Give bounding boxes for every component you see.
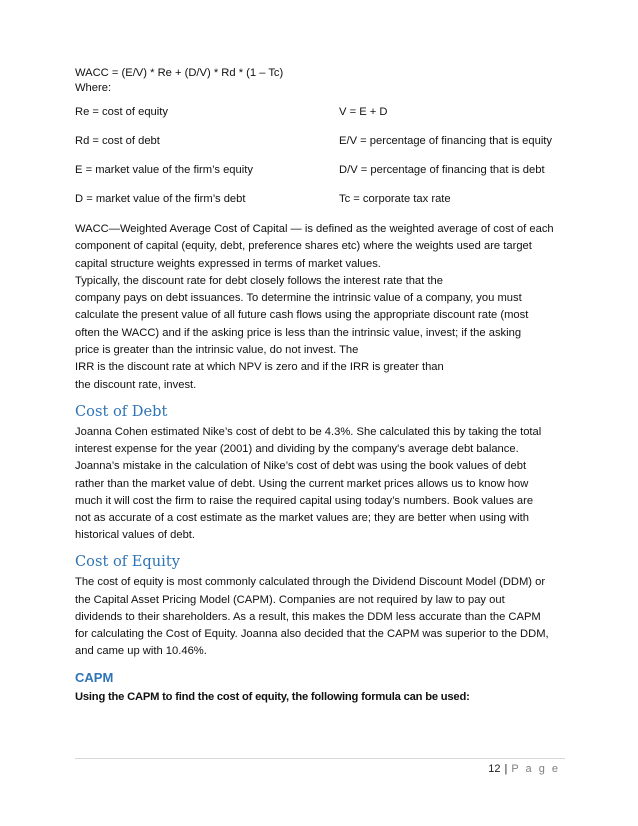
text-line: often the WACC) and if the asking price is less than the intrinsic value, invest; if the asking — [75, 326, 522, 339]
formula-block — [75, 66, 565, 96]
cost-of-debt-heading: Cost of Debt — [75, 402, 168, 420]
text-line: and came up with 10.46%. — [75, 645, 207, 658]
text-line: The cost of equity is most commonly calculated through the Dividend Discount Model (DDM) or — [75, 576, 546, 589]
text-line: company pays on debt issuances. To determine the intrinsic value of a company, you must — [75, 292, 522, 305]
text-line: Joanna Cohen estimated Nike’s cost of debt to be 4.3%. She calculated this by taking the total — [75, 425, 542, 438]
definition-row — [75, 163, 565, 192]
footer-separator: | — [504, 763, 508, 775]
definitions-table — [75, 105, 565, 221]
definition-left: Rd = cost of debt — [75, 135, 160, 147]
wacc-paragraph — [75, 221, 565, 394]
page-number: 12 — [488, 763, 501, 775]
text-line: dividends to their shareholders. As a result, this makes the DDM less accurate than the CAPM — [75, 610, 541, 623]
text-line: price is greater than the intrinsic value, do not invest. The — [75, 344, 359, 357]
capm-heading: CAPM — [75, 670, 114, 686]
text-line: the Capital Asset Pricing Model (CAPM). Companies are not required by law to pay out — [75, 593, 505, 606]
where-label: Where: — [75, 82, 112, 94]
text-line: component of capital (equity, debt, preference shares etc) where the weights used are target — [75, 240, 532, 253]
page-label: P a g e — [511, 763, 560, 775]
text-line: historical values of debt. — [75, 529, 196, 542]
text-line: interest expense for the year (2001) and dividing by the company's average debt balance. — [75, 443, 519, 456]
text-line: WACC—Weighted Average Cost of Capital — is defined as the weighted average of cost of each — [75, 223, 554, 235]
definition-right: D/V = percentage of financing that is debt — [339, 164, 545, 176]
definition-left: D = market value of the firm’s debt — [75, 193, 246, 205]
definition-left: E = market value of the firm’s equity — [75, 164, 253, 176]
text-line: IRR is the discount rate at which NPV is zero and if the IRR is greater than — [75, 361, 444, 374]
text-line: not as accurate of a cost estimate as the market values are; they are better when using with — [75, 511, 529, 524]
definition-right: E/V = percentage of financing that is equity — [339, 135, 553, 147]
document-page — [75, 66, 565, 705]
cost-of-debt-body — [75, 424, 565, 544]
definition-row — [75, 134, 565, 163]
cost-of-equity-heading: Cost of Equity — [75, 553, 180, 571]
definition-row — [75, 192, 565, 221]
capm-intro: Using the CAPM to find the cost of equity, the following formula can be used: — [75, 691, 470, 704]
definition-left: Re = cost of equity — [75, 106, 168, 118]
text-line: capital structure weights expressed in terms of market values. — [75, 257, 381, 270]
text-line: much it will cost the firm to raise the required capital using today’s numbers. Book values are — [75, 494, 534, 507]
footer-divider — [75, 758, 565, 759]
text-line: rather than the market value of debt. Using the current market prices allows us to know how — [75, 477, 529, 490]
text-line: for calculating the Cost of Equity. Joanna also decided that the CAPM was superior to the DDM, — [75, 628, 549, 640]
definition-row — [75, 105, 565, 134]
text-line: calculate the present value of all future cash flows using the appropriate discount rate (most — [75, 309, 529, 322]
wacc-formula: WACC = (E/V) * Re + (D/V) * Rd * (1 – Tc) — [75, 67, 284, 79]
definition-right: V = E + D — [339, 106, 388, 118]
text-line: the discount rate, invest. — [75, 378, 197, 391]
text-line: Typically, the discount rate for debt closely follows the interest rate that the — [75, 274, 443, 287]
text-line: Joanna’s mistake in the calculation of Nike’s cost of debt was using the book values of debt — [75, 460, 527, 473]
definition-right: Tc = corporate tax rate — [339, 193, 451, 205]
cost-of-equity-body — [75, 574, 565, 660]
page-footer — [488, 763, 560, 775]
